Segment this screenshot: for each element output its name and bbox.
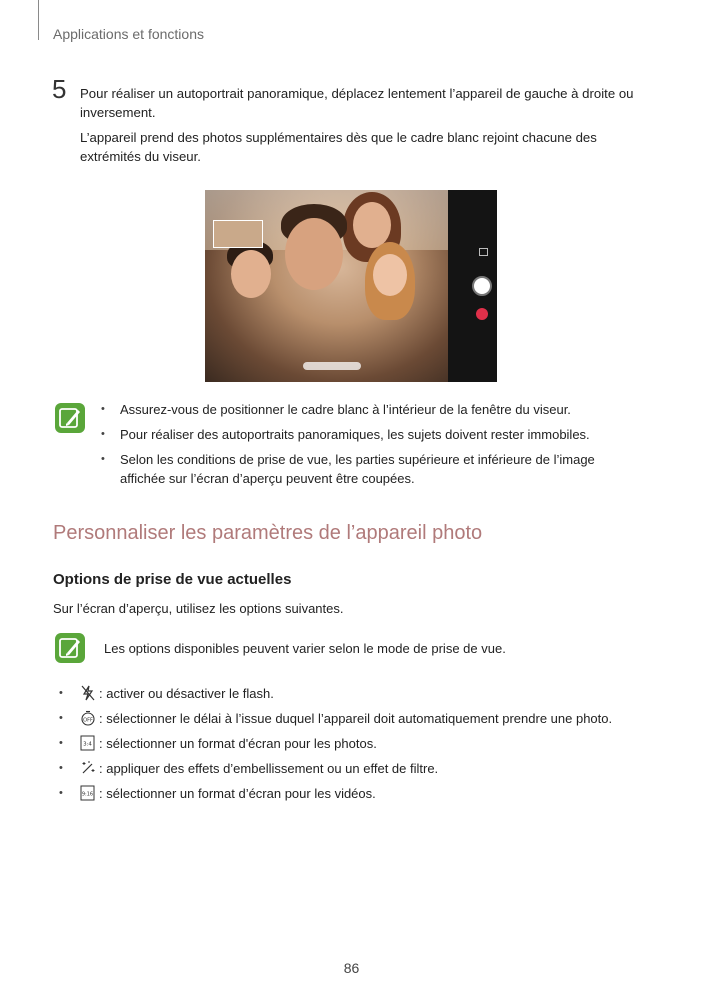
step-number: 5 <box>52 74 67 104</box>
option-text: : sélectionner un format d'écran pour les photos. <box>99 735 377 751</box>
option-text: : sélectionner le délai à l’issue duquel l’appareil doit automatiquement prendre une photo. <box>99 710 613 726</box>
gallery-icon <box>479 248 488 256</box>
option-text: : appliquer des effets d’embellissement ou un effet de filtre. <box>99 760 439 776</box>
flash-off-icon <box>79 685 96 701</box>
section-title: Personnaliser les paramètres de l’appareil photo <box>53 522 483 544</box>
subsection-title: Options de prise de vue actuelles <box>53 571 292 588</box>
timer-off-icon <box>79 710 96 726</box>
shutter-button[interactable] <box>472 276 492 296</box>
step-paragraph-2: L’appareil prend des photos supplémentaires dès que le cadre blanc rejoint chacune des extrémités du viseur. <box>80 130 597 164</box>
margin-rule <box>38 0 39 40</box>
list-item: • OFF : sélectionner le délai à l’issue duquel l’appareil doit automatiquement prendre une photo. <box>59 710 613 726</box>
page-number: 86 <box>343 960 360 976</box>
panorama-selfie-screenshot <box>205 190 497 382</box>
mode-indicator <box>303 362 361 370</box>
record-button[interactable] <box>476 308 488 320</box>
ratio-3-4-icon <box>79 735 96 751</box>
list-item: • 3:4 : sélectionner un format d'écran pour les photos. <box>59 735 377 751</box>
options-list <box>59 684 659 809</box>
svg-text:OFF: OFF <box>82 717 93 724</box>
note-text: Les options disponibles peuvent varier selon le mode de prise de vue. <box>104 641 506 656</box>
panorama-preview-frame <box>213 220 263 248</box>
step-instructions <box>80 84 660 172</box>
ratio-9-16-label: 9:16 <box>81 791 94 798</box>
list-item: • Assurez-vous de positionner le cadre blanc à l’intérieur de la fenêtre du viseur. <box>101 400 621 419</box>
list-item: • 9:16 : sélectionner un format d’écran pour les vidéos. <box>59 785 376 801</box>
option-text: : sélectionner un format d’écran pour les vidéos. <box>99 785 376 801</box>
chapter-header: Applications et fonctions <box>53 26 204 42</box>
family-selfie-image <box>205 190 448 382</box>
note-icon <box>55 403 85 433</box>
ratio-9-16-icon <box>79 785 96 801</box>
note-icon <box>55 633 85 663</box>
note-bullet-list <box>101 400 621 494</box>
option-text: : activer ou désactiver le flash. <box>99 685 274 701</box>
list-item: • : activer ou désactiver le flash. <box>59 685 274 701</box>
list-item: • Pour réaliser des autoportraits panoramiques, les sujets doivent rester immobiles. <box>101 425 621 444</box>
beauty-effects-icon <box>79 760 96 776</box>
intro-text: Sur l’écran d’aperçu, utilisez les options suivantes. <box>53 601 344 616</box>
step-paragraph-1: Pour réaliser un autoportrait panoramique, déplacez lentement l’appareil de gauche à droite ou inversement. <box>80 86 634 120</box>
list-item: • Selon les conditions de prise de vue, les parties supérieure et inférieure de l’image affichée sur l’écran d’aperçu peuvent être coupées. <box>101 450 621 488</box>
ratio-3-4-label: 3:4 <box>83 741 92 748</box>
list-item: • : appliquer des effets d’embellissement ou un effet de filtre. <box>59 760 439 776</box>
